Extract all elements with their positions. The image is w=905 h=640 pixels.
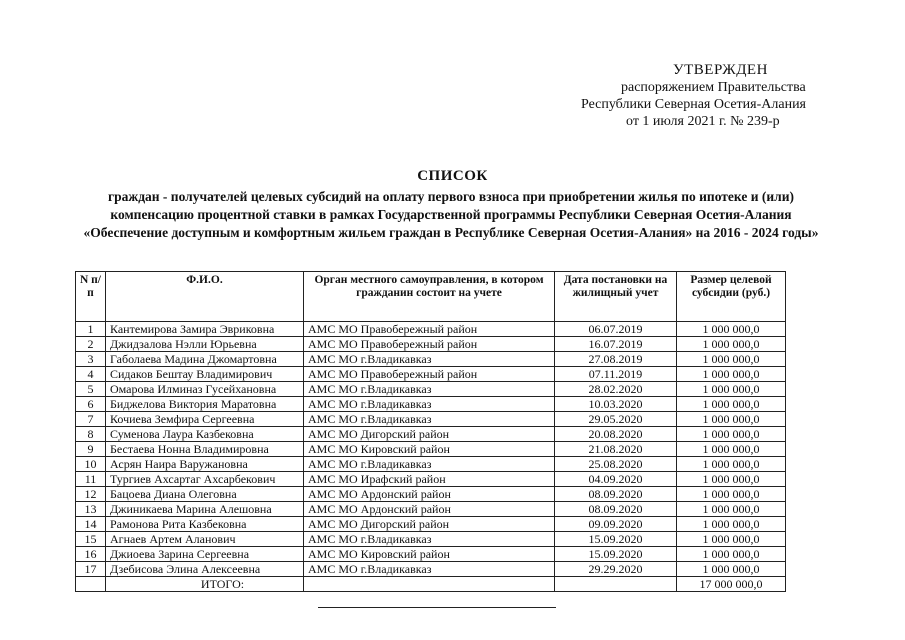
row-full-name: Бестаева Нонна Владимировна <box>106 442 304 457</box>
row-authority: АМС МО г.Владикавказ <box>304 397 555 412</box>
table-header-row <box>76 272 786 322</box>
table-row <box>76 382 786 397</box>
table-row <box>76 397 786 412</box>
header-subsidy-amount: Размер целевой субсидии (руб.) <box>677 272 786 322</box>
approval-block <box>560 62 840 130</box>
row-number: 6 <box>76 397 106 412</box>
row-full-name: Суменова Лаура Казбековна <box>106 427 304 442</box>
header-number: N п/п <box>76 272 106 322</box>
row-full-name: Омарова Илминаз Гусейхановна <box>106 382 304 397</box>
row-full-name: Кантемирова Замира Эвриковна <box>106 322 304 337</box>
table-row <box>76 562 786 577</box>
row-number: 2 <box>76 337 106 352</box>
row-number: 12 <box>76 487 106 502</box>
row-authority: АМС МО Правобережный район <box>304 322 555 337</box>
row-number: 11 <box>76 472 106 487</box>
row-subsidy-amount: 1 000 000,0 <box>677 442 786 457</box>
row-registration-date: 21.08.2020 <box>555 442 677 457</box>
row-full-name: Асрян Наира Варужановна <box>106 457 304 472</box>
row-number: 10 <box>76 457 106 472</box>
row-number: 9 <box>76 442 106 457</box>
total-value: 17 000 000,0 <box>677 577 786 592</box>
row-full-name: Сидаков Бештау Владимирович <box>106 367 304 382</box>
row-full-name: Кочиева Земфира Сергеевна <box>106 412 304 427</box>
row-number: 17 <box>76 562 106 577</box>
table-row <box>76 532 786 547</box>
row-subsidy-amount: 1 000 000,0 <box>677 517 786 532</box>
approval-line-1: распоряжением Правительства <box>621 80 806 95</box>
row-authority: АМС МО г.Владикавказ <box>304 532 555 547</box>
table-row <box>76 412 786 427</box>
approval-line-3: от 1 июля 2021 г. № 239-р <box>626 114 780 129</box>
row-number: 4 <box>76 367 106 382</box>
table-row <box>76 457 786 472</box>
row-full-name: Джидзалова Нэлли Юрьевна <box>106 337 304 352</box>
footer-divider <box>318 607 556 608</box>
table-row <box>76 337 786 352</box>
table-row <box>76 367 786 382</box>
row-registration-date: 09.09.2020 <box>555 517 677 532</box>
row-number: 8 <box>76 427 106 442</box>
approval-line-2: Республики Северная Осетия-Алания <box>581 97 806 112</box>
row-full-name: Бацоева Диана Олеговна <box>106 487 304 502</box>
total-row <box>76 577 786 592</box>
row-subsidy-amount: 1 000 000,0 <box>677 502 786 517</box>
row-full-name: Агнаев Артем Аланович <box>106 532 304 547</box>
row-subsidy-amount: 1 000 000,0 <box>677 487 786 502</box>
row-registration-date: 15.09.2020 <box>555 532 677 547</box>
table-row <box>76 502 786 517</box>
row-number: 3 <box>76 352 106 367</box>
row-registration-date: 08.09.2020 <box>555 502 677 517</box>
row-full-name: Дзебисова Элина Алексеевна <box>106 562 304 577</box>
row-authority: АМС МО Ардонский район <box>304 502 555 517</box>
row-subsidy-amount: 1 000 000,0 <box>677 472 786 487</box>
row-registration-date: 28.02.2020 <box>555 382 677 397</box>
row-authority: АМС МО Правобережный район <box>304 337 555 352</box>
row-registration-date: 29.05.2020 <box>555 412 677 427</box>
header-registration-date: Дата постановки на жилищный учет <box>555 272 677 322</box>
row-authority: АМС МО Кировский район <box>304 442 555 457</box>
row-full-name: Биджелова Виктория Маратовна <box>106 397 304 412</box>
total-empty-cell <box>76 577 106 592</box>
document-title: СПИСОК <box>417 168 488 184</box>
row-subsidy-amount: 1 000 000,0 <box>677 562 786 577</box>
table-row <box>76 487 786 502</box>
row-registration-date: 25.08.2020 <box>555 457 677 472</box>
total-empty-cell <box>304 577 555 592</box>
table-row <box>76 547 786 562</box>
row-subsidy-amount: 1 000 000,0 <box>677 547 786 562</box>
row-registration-date: 29.29.2020 <box>555 562 677 577</box>
table-row <box>76 517 786 532</box>
row-registration-date: 16.07.2019 <box>555 337 677 352</box>
total-empty-cell <box>555 577 677 592</box>
row-registration-date: 04.09.2020 <box>555 472 677 487</box>
row-subsidy-amount: 1 000 000,0 <box>677 337 786 352</box>
recipients-table <box>75 271 786 592</box>
row-number: 14 <box>76 517 106 532</box>
row-authority: АМС МО Ирафский район <box>304 472 555 487</box>
row-authority: АМС МО г.Владикавказ <box>304 457 555 472</box>
row-subsidy-amount: 1 000 000,0 <box>677 352 786 367</box>
row-subsidy-amount: 1 000 000,0 <box>677 322 786 337</box>
row-authority: АМС МО г.Владикавказ <box>304 562 555 577</box>
table-row <box>76 427 786 442</box>
row-subsidy-amount: 1 000 000,0 <box>677 412 786 427</box>
table-body <box>76 322 786 577</box>
row-number: 1 <box>76 322 106 337</box>
row-subsidy-amount: 1 000 000,0 <box>677 532 786 547</box>
row-number: 16 <box>76 547 106 562</box>
row-authority: АМС МО г.Владикавказ <box>304 352 555 367</box>
row-subsidy-amount: 1 000 000,0 <box>677 382 786 397</box>
row-full-name: Джиоева Зарина Сергеевна <box>106 547 304 562</box>
header-full-name: Ф.И.О. <box>106 272 304 322</box>
row-full-name: Джиникаева Марина Алешовна <box>106 502 304 517</box>
row-subsidy-amount: 1 000 000,0 <box>677 427 786 442</box>
row-authority: АМС МО г.Владикавказ <box>304 412 555 427</box>
row-subsidy-amount: 1 000 000,0 <box>677 367 786 382</box>
table-row <box>76 322 786 337</box>
table-row <box>76 472 786 487</box>
row-authority: АМС МО Правобережный район <box>304 367 555 382</box>
row-registration-date: 27.08.2019 <box>555 352 677 367</box>
row-number: 7 <box>76 412 106 427</box>
row-authority: АМС МО Дигорский район <box>304 427 555 442</box>
row-registration-date: 15.09.2020 <box>555 547 677 562</box>
row-registration-date: 07.11.2019 <box>555 367 677 382</box>
row-authority: АМС МО г.Владикавказ <box>304 382 555 397</box>
row-full-name: Тургиев Ахсартаг Ахсарбекович <box>106 472 304 487</box>
row-number: 13 <box>76 502 106 517</box>
row-authority: АМС МО Кировский район <box>304 547 555 562</box>
row-registration-date: 06.07.2019 <box>555 322 677 337</box>
total-label: ИТОГО: <box>106 577 304 592</box>
row-subsidy-amount: 1 000 000,0 <box>677 397 786 412</box>
row-full-name: Рамонова Рита Казбековна <box>106 517 304 532</box>
table-row <box>76 352 786 367</box>
document-subtitle: граждан - получателей целевых субсидий на оплату первого взноса при приобретении жилья по ипотеке и (или) компенсацию процентной ставки в рамках Государственной программы Республики Северная Осетия-Алания «Обеспечение доступным и комфортным жильем граждан в Республике Северная Осетия-Алания» на 2016 - 2024 годы» <box>83 189 819 240</box>
row-authority: АМС МО Ардонский район <box>304 487 555 502</box>
row-authority: АМС МО Дигорский район <box>304 517 555 532</box>
table-row <box>76 442 786 457</box>
row-number: 5 <box>76 382 106 397</box>
row-registration-date: 10.03.2020 <box>555 397 677 412</box>
header-authority: Орган местного самоуправления, в котором гражданин состоит на учете <box>304 272 555 322</box>
approval-title: УТВЕРЖДЕН <box>673 62 768 78</box>
row-number: 15 <box>76 532 106 547</box>
row-subsidy-amount: 1 000 000,0 <box>677 457 786 472</box>
row-registration-date: 20.08.2020 <box>555 427 677 442</box>
row-registration-date: 08.09.2020 <box>555 487 677 502</box>
row-full-name: Габолаева Мадина Джомартовна <box>106 352 304 367</box>
